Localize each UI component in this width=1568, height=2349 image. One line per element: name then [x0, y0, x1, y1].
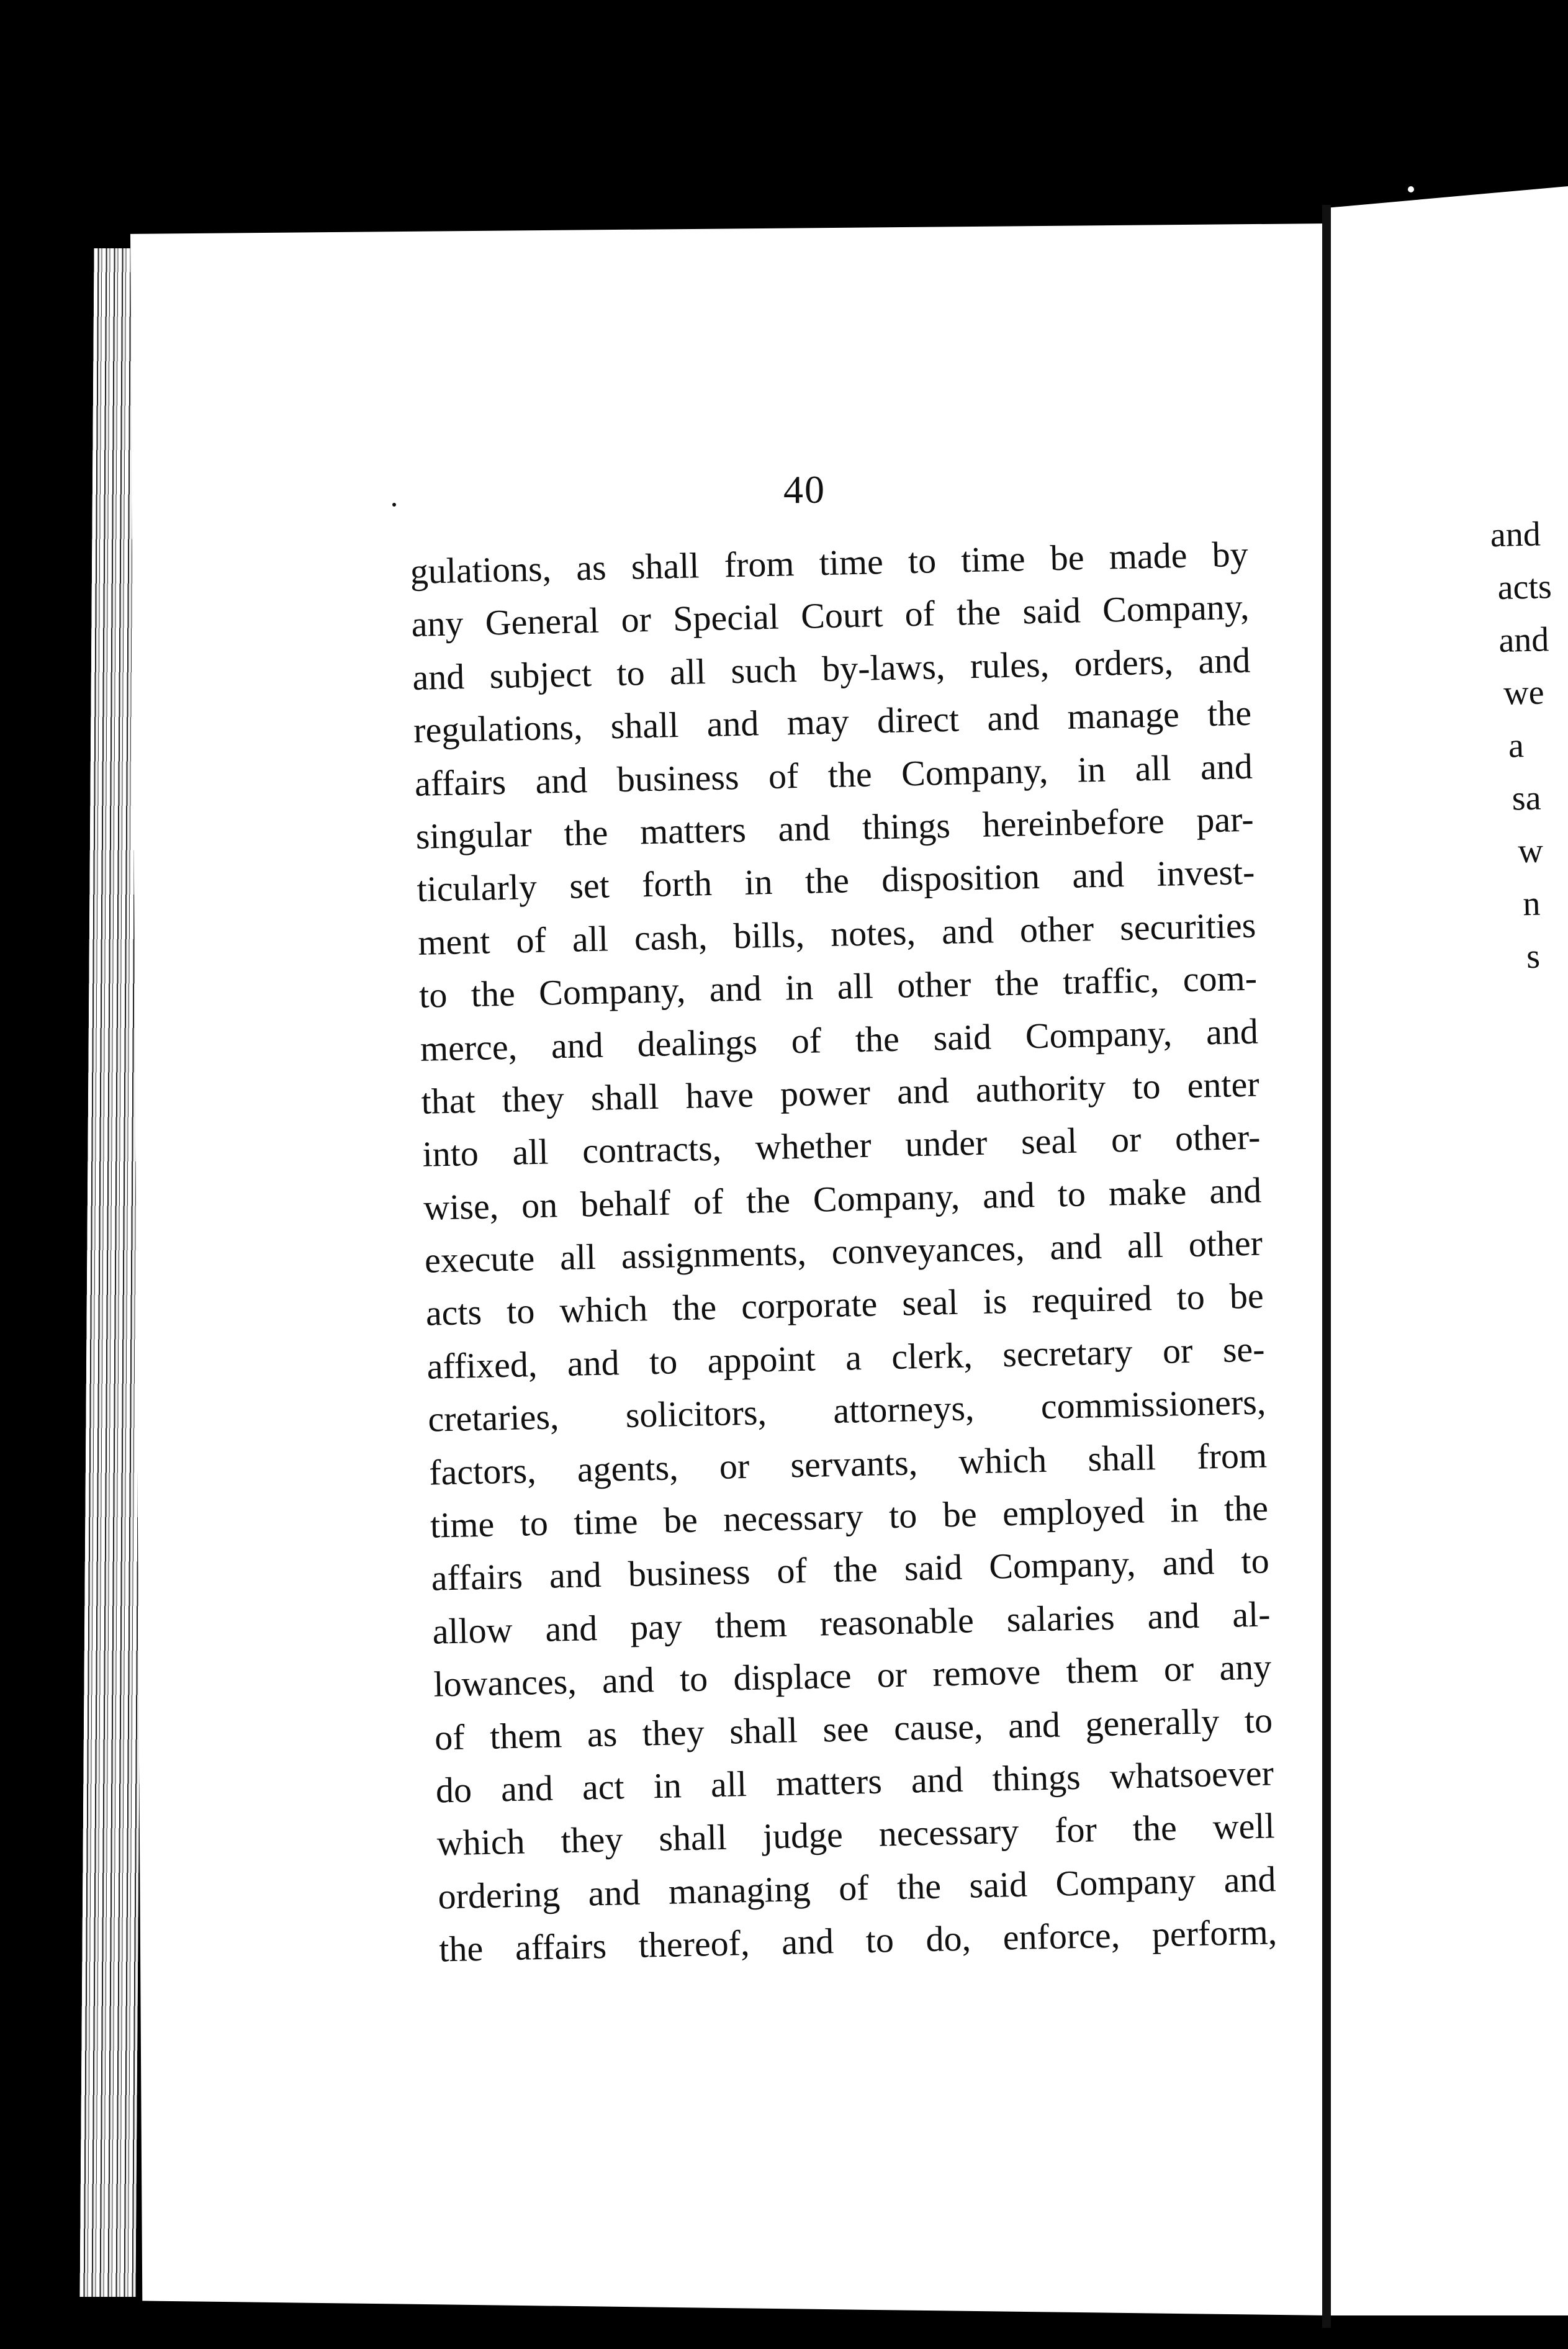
scan-speck	[1408, 186, 1414, 192]
text-line: the affairs thereof, and to do, enforce, perform,	[438, 1911, 1277, 1970]
text-line: any General or Special Court of the said Company,	[410, 587, 1250, 645]
facing-line: acts	[1497, 567, 1552, 607]
text-line: wise, on behalf of the Company, and to make and	[423, 1170, 1262, 1228]
text-line: to the Company, and in all other the traffic, com-	[418, 957, 1258, 1016]
text-line: of them as they shall see cause, and generally to	[434, 1699, 1273, 1758]
text-line: which they shall judge necessary for the well	[436, 1805, 1276, 1864]
text-line: ordering and managing of the said Company and	[437, 1859, 1276, 1917]
text-line: into all contracts, whether under seal or other-	[421, 1116, 1261, 1175]
facing-line: sa	[1512, 778, 1542, 818]
text-line: that they shall have power and authority to enter	[421, 1063, 1260, 1122]
page-number: 40	[783, 467, 826, 512]
text-line: regulations, shall and may direct and manage the	[413, 692, 1252, 751]
text-line: acts to which the corporate seal is required to be	[425, 1275, 1264, 1334]
text-line: singular the matters and things hereinbefore par-	[415, 798, 1255, 857]
text-line: ment of all cash, bills, notes, and other securities	[417, 904, 1256, 963]
text-line: affixed, and to appoint a clerk, secretary or se-	[426, 1328, 1266, 1387]
facing-line: w	[1517, 831, 1544, 871]
facing-line: and	[1498, 620, 1549, 660]
facing-line: we	[1503, 673, 1545, 713]
facing-line: n	[1522, 884, 1541, 924]
text-line: merce, and dealings of the said Company, and	[420, 1011, 1259, 1069]
text-line: time to time be necessary to be employed in the	[430, 1487, 1269, 1546]
text-line: factors, agents, or servants, which shall from	[428, 1435, 1268, 1493]
text-line: lowances, and to displace or remove them or any	[433, 1646, 1272, 1705]
text-line: and subject to all such by-laws, rules, orders, and	[412, 639, 1251, 698]
facing-line: s	[1526, 937, 1541, 976]
text-line: affairs and business of the said Company, and to	[431, 1540, 1270, 1599]
text-line: allow and pay them reasonable salaries and al-	[431, 1594, 1271, 1652]
text-line: do and act in all matters and things whatsoever	[435, 1752, 1274, 1811]
right-page	[1331, 186, 1568, 2315]
text-line: affairs and business of the Company, in all and	[414, 746, 1253, 804]
text-line: cretaries, solicitors, attorneys, commissioners,	[427, 1381, 1266, 1440]
facing-page-text	[1490, 507, 1568, 983]
facing-line: and	[1490, 515, 1541, 555]
text-line: ticularly set forth in the disposition and invest-	[416, 851, 1256, 910]
text-line: execute all assignments, conveyances, and all other	[424, 1222, 1263, 1281]
book-gutter	[1322, 205, 1331, 2328]
scan-speck	[392, 503, 396, 507]
facing-line: a	[1508, 726, 1525, 765]
body-text	[410, 528, 1277, 1976]
text-line: gulations, as shall from time to time be made by	[410, 533, 1249, 592]
